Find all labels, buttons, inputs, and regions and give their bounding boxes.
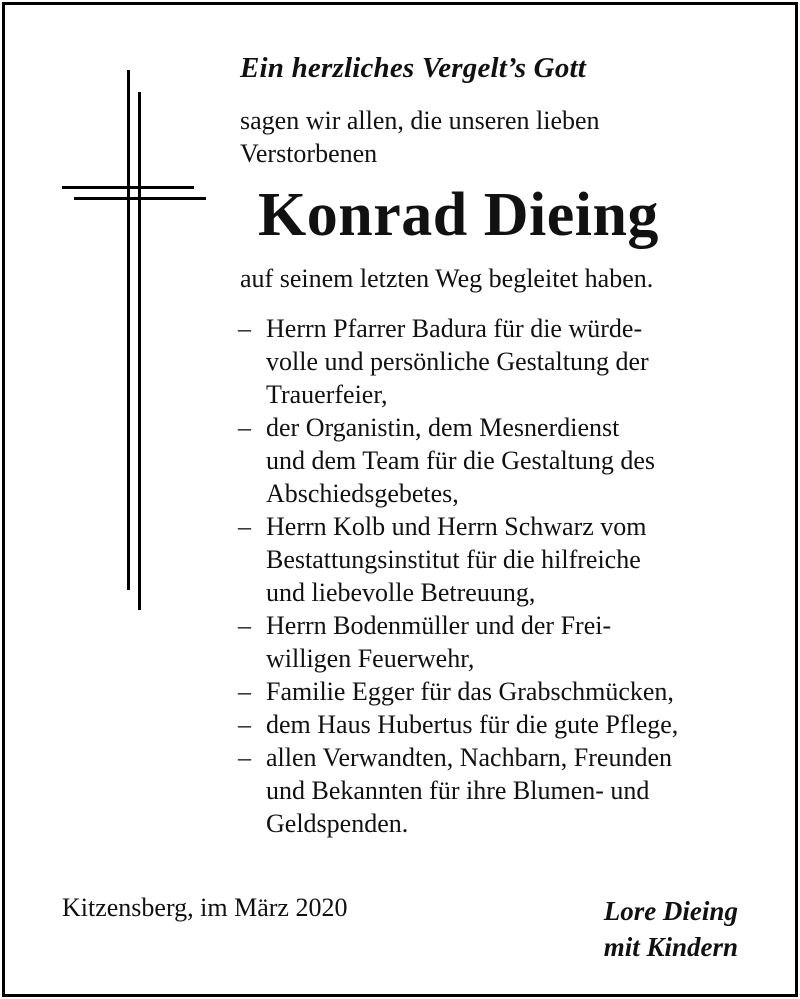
intro-line: Verstorbenen: [240, 139, 378, 168]
list-item-line: Abschiedsgebetes,: [266, 479, 459, 508]
list-item: [238, 411, 758, 510]
list-item-line: allen Verwandten, Nachbarn, Freunden: [266, 743, 672, 772]
list-item-line: Trauerfeier,: [266, 380, 388, 409]
list-item: [238, 708, 758, 741]
list-item-line: der Organistin, dem Mesnerdienst: [266, 413, 620, 442]
dash-bullet: –: [238, 710, 251, 739]
thanks-list: [238, 312, 758, 840]
list-item: [238, 609, 758, 675]
heading: Ein herzliches Vergelt’s Gott: [240, 52, 587, 84]
list-item: [238, 510, 758, 609]
list-item-line: und Bekannten für ihre Blumen- und: [266, 776, 650, 805]
list-item: [238, 312, 758, 411]
signature: [604, 893, 738, 965]
list-item: [238, 675, 758, 708]
cross-vertical-right: [138, 92, 141, 610]
deceased-name: Konrad Dieing: [258, 181, 659, 249]
list-item-line: dem Haus Hubertus für die gute Pflege,: [266, 710, 679, 739]
dash-bullet: –: [238, 413, 251, 442]
dash-bullet: –: [238, 314, 251, 343]
dash-bullet: –: [238, 677, 251, 706]
intro-line: sagen wir allen, die unseren lieben: [240, 106, 600, 135]
intro-text: [240, 104, 600, 170]
list-item: [238, 741, 758, 840]
list-item-line: und liebevolle Betreuung,: [266, 578, 536, 607]
list-item-line: Herrn Bodenmüller und der Frei-: [266, 611, 612, 640]
list-item-line: Herrn Pfarrer Badura für die würde-: [266, 314, 643, 343]
signature-family: mit Kindern: [603, 932, 738, 962]
after-text: [240, 262, 653, 295]
list-item-line: willigen Feuerwehr,: [266, 644, 475, 673]
list-item-line: und dem Team für die Gestaltung des: [266, 446, 656, 475]
cross-horizontal-top: [62, 186, 194, 189]
list-item-line: volle und persönliche Gestaltung der: [266, 347, 649, 376]
list-item-line: Bestattungsinstitut für die hilfreiche: [266, 545, 641, 574]
cross-vertical-left: [127, 70, 130, 590]
dash-bullet: –: [238, 512, 251, 541]
place-date: Kitzensberg, im März 2020: [62, 893, 348, 922]
after-line: auf seinem letzten Weg begleitet haben.: [240, 264, 654, 293]
list-item-line: Geldspenden.: [266, 809, 409, 838]
list-item-line: Herrn Kolb und Herrn Schwarz vom: [266, 512, 647, 541]
list-item-line: Familie Egger für das Grabschmücken,: [266, 677, 674, 706]
signature-name: Lore Dieing: [603, 896, 738, 926]
dash-bullet: –: [238, 743, 251, 772]
dash-bullet: –: [238, 611, 251, 640]
cross-horizontal-bottom: [74, 197, 206, 200]
